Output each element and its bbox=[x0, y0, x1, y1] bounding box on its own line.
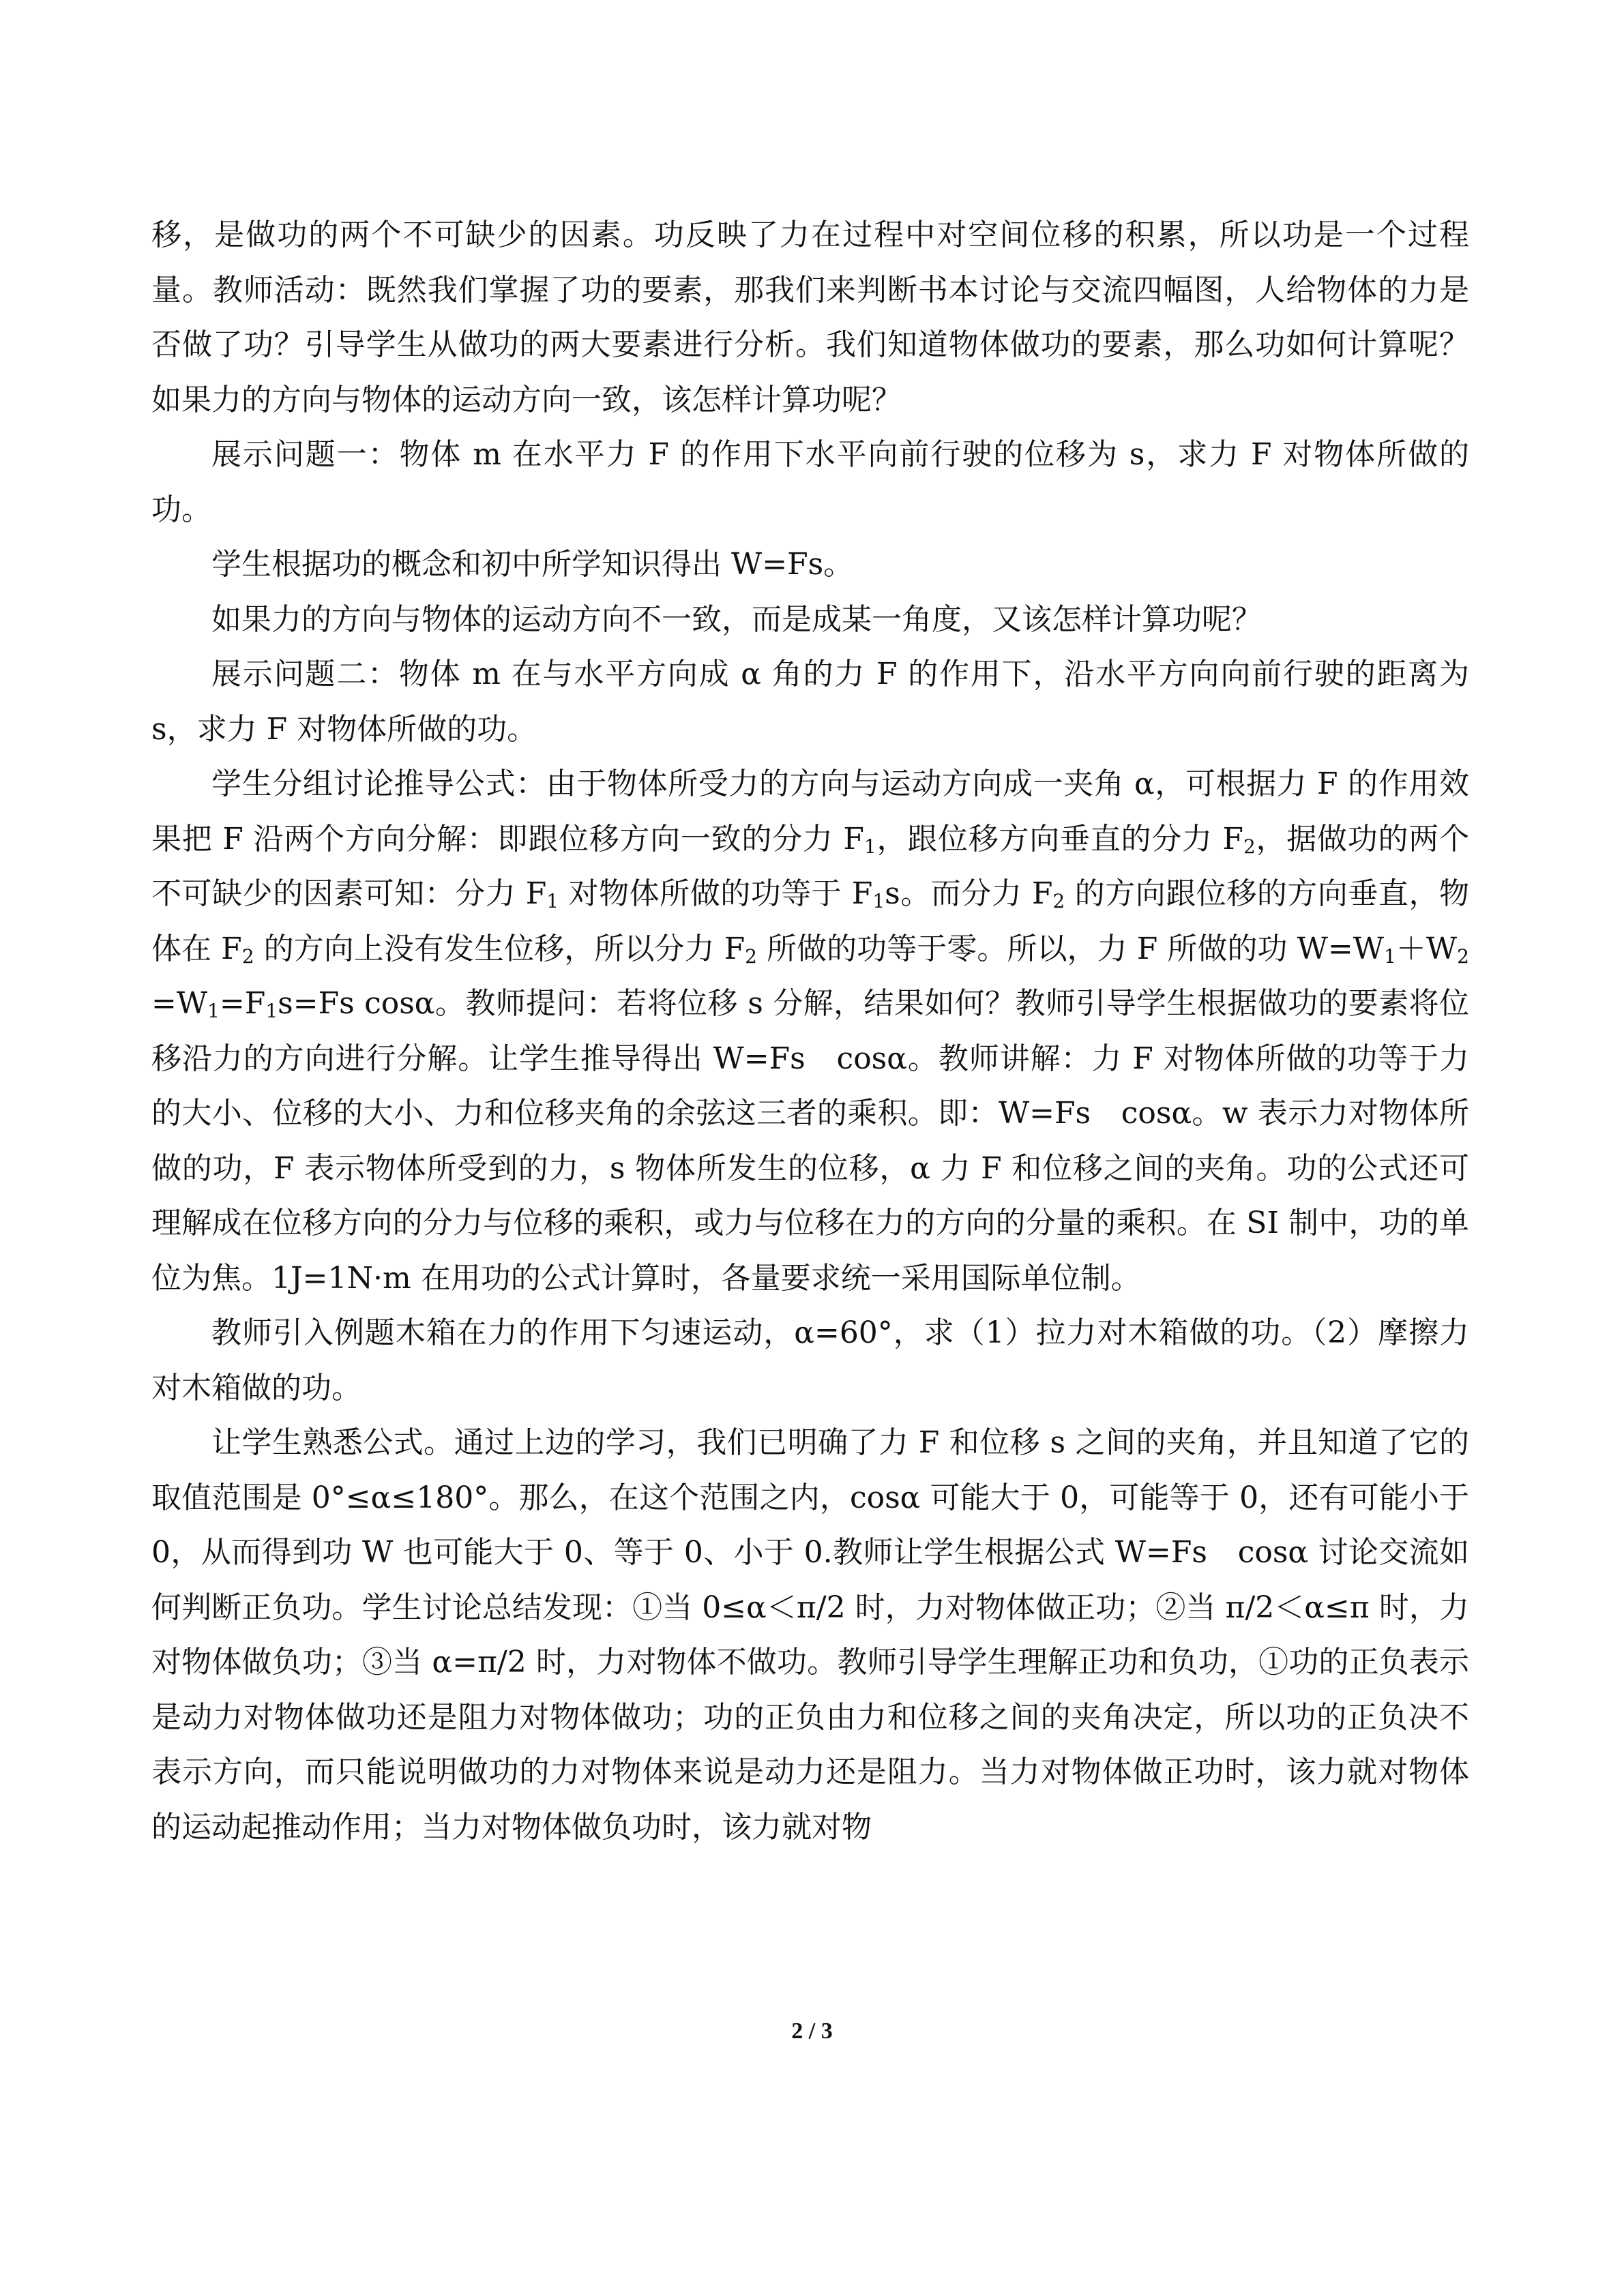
subscript: 1 bbox=[872, 890, 885, 912]
text-run: 移，是做功的两个不可缺少的因素。功反映了力在过程中对空间位移的积累，所以功是一个过程量。教师活动：既然我们掌握了功的要素，那我们来判断书本讨论与交流四幅图，人给物体的力是否做了功？引导学生从做功的两大要素进行分析。我们知道物体做功的要素，那么功如何计算呢？如果力的方向与物体的运动方向一致，该怎样计算功呢？ bbox=[151, 218, 1469, 417]
paragraph bbox=[151, 208, 1469, 428]
text-run: s。而分力 F bbox=[885, 876, 1053, 911]
subscript: 1 bbox=[265, 1000, 278, 1022]
text-run: 教师引入例题木箱在力的作用下匀速运动，α=60°，求（1）拉力对木箱做的功。（2）摩擦力对木箱做的功。 bbox=[151, 1315, 1469, 1405]
paragraph bbox=[151, 593, 1469, 648]
text-run: ，据做功的两个不可缺少的因素可知：分力 F bbox=[151, 821, 1470, 911]
text-run: 学生分组讨论推导公式：由于物体所受力的方向与运动方向成一夹角 α，可根据力 F 的作用效果把 F 沿两个方向分解：即跟位移方向一致的分力 F bbox=[151, 766, 1469, 856]
text-run: 对物体所做的功等于 F bbox=[559, 876, 873, 911]
text-run: 的方向上没有发生位移，所以分力 F bbox=[254, 931, 745, 966]
subscript: 1 bbox=[546, 890, 559, 912]
text-run: ＋W bbox=[1396, 931, 1458, 966]
subscript: 2 bbox=[1052, 890, 1065, 912]
subscript: 2 bbox=[1243, 835, 1256, 858]
paragraph bbox=[151, 1416, 1469, 1855]
paragraph bbox=[151, 428, 1469, 537]
text-run: ，跟位移方向垂直的分力 F bbox=[876, 821, 1243, 856]
paragraph bbox=[151, 647, 1469, 757]
text-run: 如果力的方向与物体的运动方向不一致，而是成某一角度，又该怎样计算功呢？ bbox=[211, 601, 1262, 637]
paragraph bbox=[151, 537, 1469, 593]
text-run: 展示问题一：物体 m 在水平力 F 的作用下水平向前行驶的位移为 s，求力 F 对物体所做的功。 bbox=[151, 437, 1469, 527]
subscript: 1 bbox=[207, 1000, 220, 1022]
subscript: 2 bbox=[745, 944, 757, 968]
text-run: s=Fs cosα。教师提问：若将位移 s 分解，结果如何？教师引导学生根据做功的要素将位移沿力的方向进行分解。让学生推导得出 W=Fs cosα。教师讲解：力 F 对物体所做的功等于力的大小、位移的大小、力和位移夹角的余弦这三者的乘积。即：W=Fs cosα。w 表示力对物体所做的功，F 表示物体所受到的力，s 物体所发生的位移，α 力 F 和位移之间的夹角。功的公式还可理解成在位移方向的分力与位移的乘积，或力与位移在力的方向的分量的乘积。在 SI 制中，功的单位为焦。1J=1N·m 在用功的公式计算时，各量要求统一采用国际单位制。 bbox=[151, 986, 1469, 1296]
subscript: 1 bbox=[1383, 944, 1396, 968]
body-text bbox=[151, 208, 1469, 1855]
text-run: 所做的功等于零。所以，力 F 所做的功 W=W bbox=[756, 931, 1384, 966]
page-number: 2 / 3 bbox=[791, 2018, 833, 2044]
text-run: =F bbox=[219, 986, 266, 1021]
text-run: 展示问题二：物体 m 在与水平方向成 α 角的力 F 的作用下，沿水平方向向前行驶的距离为 s，求力 F 对物体所做的功。 bbox=[151, 657, 1469, 747]
subscript: 2 bbox=[1457, 944, 1469, 968]
text-run: 的方向跟位移的方向垂直，物体在 F bbox=[151, 876, 1469, 966]
text-run: =W bbox=[151, 986, 208, 1021]
subscript: 1 bbox=[863, 835, 876, 858]
text-run: 让学生熟悉公式。通过上边的学习，我们已明确了力 F 和位移 s 之间的夹角，并且知道了它的取值范围是 0°≤α≤180°。那么，在这个范围之内，cosα 可能大于 0，可能等于 0，还有可能小于 0，从而得到功 W 也可能大于 0、等于 0、小于 0.教师让学生根据公式 W=Fs cosα 讨论交流如何判断正负功。学生讨论总结发现：①当 0≤α＜π/2 时，力对物体做正功；②当 π/2＜α≤π 时，力对物体做负功；③当 α=π/2 时，力对物体不做功。教师引导学生理解正功和负功，①功的正负表示是动力对物体做功还是阻力对物体做功；功的正负由力和位移之间的夹角决定，所以功的正负决不表示方向，而只能说明做功的力对物体来说是动力还是阻力。当力对物体做正功时，该力就对物体的运动起推动作用；当力对物体做负功时，该力就对物 bbox=[151, 1425, 1469, 1845]
paragraph bbox=[151, 757, 1469, 1306]
paragraph bbox=[151, 1306, 1469, 1416]
text-run: 学生根据功的概念和初中所学知识得出 W=Fs。 bbox=[211, 547, 854, 582]
subscript: 2 bbox=[241, 944, 254, 968]
